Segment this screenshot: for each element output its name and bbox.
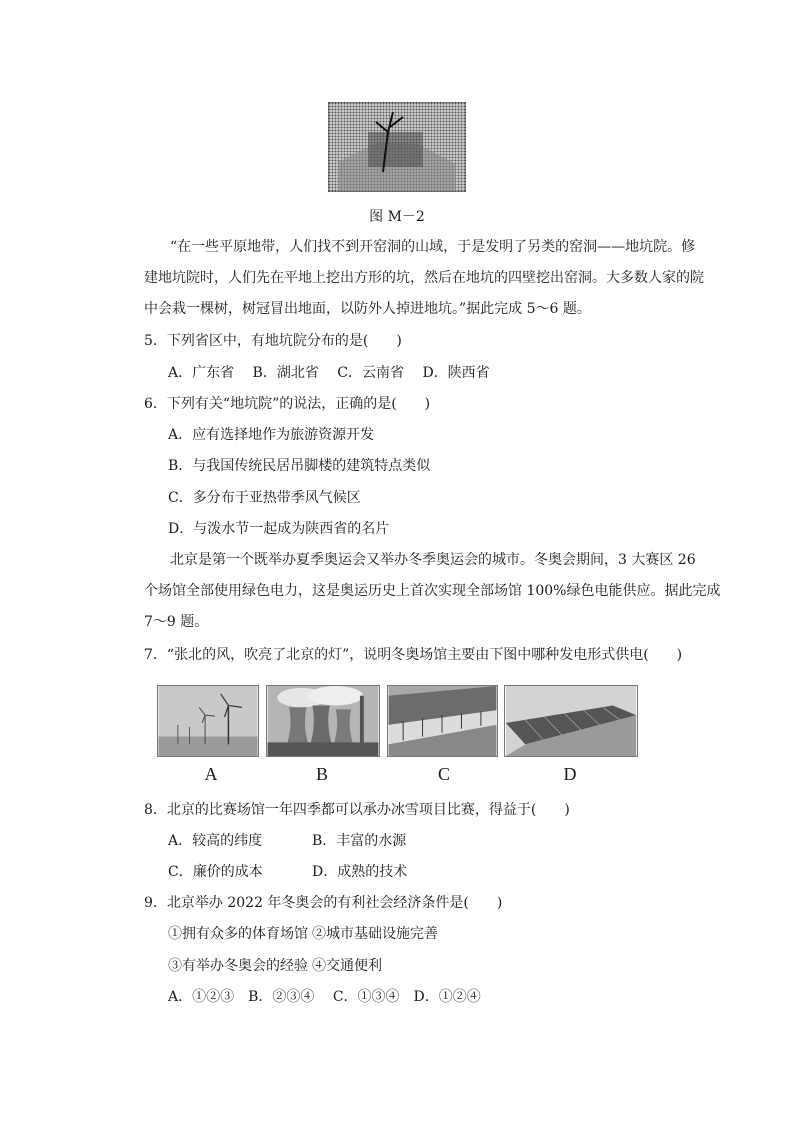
question-9-stem: 9．北京举办 2022 年冬奥会的有利社会经济条件是( ): [144, 895, 503, 911]
question-9-options[interactable]: A．①②③ B．②③④ C．①③④ D．①②④: [168, 989, 481, 1005]
question-9-item-2: ②城市基础设施完善: [312, 926, 438, 942]
passage2-line: 个场馆全部使用绿色电力，这是奥运历史上首次实现全部场馆 100%绿色电能供应。据此完成: [144, 583, 721, 599]
question-8-option-d[interactable]: D．成熟的技术: [312, 864, 408, 880]
question-6-option-c[interactable]: C．多分布于亚热带季风气候区: [168, 490, 361, 506]
photo-label-c: C: [437, 764, 450, 784]
question-8-stem: 8．北京的比赛场馆一年四季都可以承办冰雪项目比赛，得益于( ): [144, 802, 570, 818]
passage2-line: 北京是第一个既举办夏季奥运会又举办冬季奥运会的城市。冬奥会期间，3 大赛区 26: [170, 552, 696, 568]
question-5-options[interactable]: A．广东省 B．湖北省 C．云南省 D．陕西省: [168, 365, 490, 381]
question-8-option-a[interactable]: A．较高的纬度: [168, 833, 263, 849]
passage1-line: 中会栽一棵树，树冠冒出地面，以防外人掉进地坑。”据此完成 5～6 题。: [144, 301, 591, 317]
passage2-line: 7～9 题。: [144, 614, 209, 630]
question-9-item-4: ④交通便利: [312, 958, 382, 974]
hydropower-dam-photo[interactable]: [387, 685, 498, 757]
figure-caption: 图 M－2: [369, 209, 425, 225]
photo-label-d: D: [563, 764, 577, 784]
passage1-line: 建地坑院时，人们先在平地上挖出方形的坑，然后在地坑的四壁挖出窑洞。大多数人家的院: [144, 270, 704, 286]
question-6-option-a[interactable]: A．应有选择地作为旅游资源开发: [168, 427, 375, 443]
thermal-power-plant-photo[interactable]: [266, 685, 380, 757]
question-8-option-c[interactable]: C．廉价的成本: [168, 864, 263, 880]
question-9-item-1: ①拥有众多的体育场馆: [168, 926, 308, 942]
photo-label-a: A: [204, 764, 218, 784]
question-9-item-3: ③有举办冬奥会的经验: [168, 958, 308, 974]
question-6-option-b[interactable]: B．与我国传统民居吊脚楼的建筑特点类似: [168, 458, 431, 474]
question-6-stem: 6．下列有关“地坑院”的说法，正确的是( ): [144, 396, 431, 412]
question-7-stem: 7．“张北的风，吹亮了北京的灯”，说明冬奥场馆主要由下图中哪种发电形式供电( ): [144, 647, 683, 663]
question-6-option-d[interactable]: D．与泼水节一起成为陕西省的名片: [168, 521, 390, 537]
question-5-stem: 5．下列省区中，有地坑院分布的是( ): [144, 333, 402, 349]
question-8-option-b[interactable]: B．丰富的水源: [312, 833, 407, 849]
solar-panel-photo[interactable]: [504, 685, 638, 757]
photo-label-b: B: [315, 764, 328, 784]
wind-turbine-photo[interactable]: [157, 685, 259, 757]
passage1-line: “在一些平原地带，人们找不到开窑洞的山域，于是发明了另类的窑洞——地坑院。修: [170, 239, 696, 255]
dikengyuan-photo: [328, 102, 466, 192]
